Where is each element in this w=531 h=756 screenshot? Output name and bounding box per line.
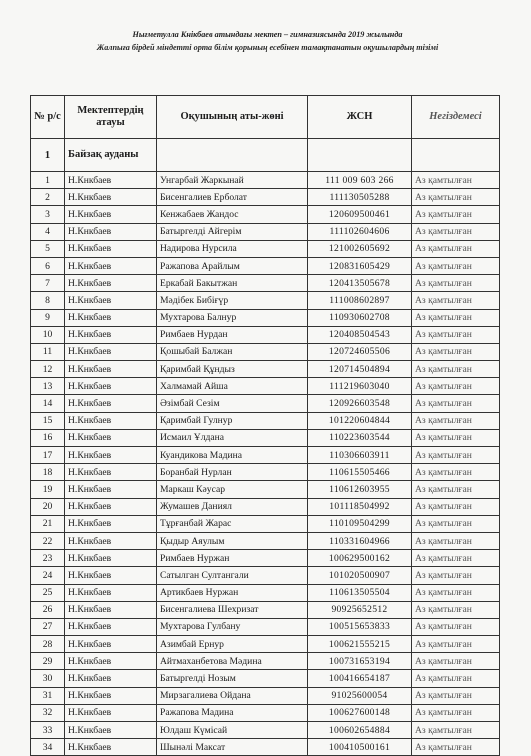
row-school: Н.Кнкбаев [65,275,157,292]
row-school: Н.Кнкбаев [65,343,157,360]
row-basis: Аз қамтылған [412,722,500,739]
row-iin: 110612603955 [308,481,412,498]
row-iin: 100629500162 [308,550,412,567]
row-student-name: Куандикова Мадина [157,447,308,464]
table-row [31,361,500,378]
row-basis: Аз қамтылған [412,378,500,395]
row-iin: 100627600148 [308,704,412,721]
row-student-name: Шынәлі Максат [157,739,308,756]
row-number: 27 [31,618,65,635]
row-student-name: Исмаил Ұлдана [157,429,308,446]
row-student-name: Тұрғанбай Жарас [157,515,308,532]
row-student-name: Батыргелді Айгерім [157,223,308,240]
row-iin: 101220604844 [308,412,412,429]
table-row [31,206,500,223]
row-school: Н.Кнкбаев [65,206,157,223]
table-row [31,275,500,292]
table-row [31,172,500,189]
row-iin: 110109504299 [308,515,412,532]
row-number: 21 [31,515,65,532]
region-name: Байзақ ауданы [65,139,157,172]
row-number: 2 [31,189,65,206]
row-basis: Аз қамтылған [412,292,500,309]
row-number: 25 [31,584,65,601]
row-number: 22 [31,532,65,549]
row-student-name: Қаримбай Гулнур [157,412,308,429]
row-number: 19 [31,481,65,498]
table-row [31,309,500,326]
row-student-name: Бисенгалиева Шехризат [157,601,308,618]
row-iin: 111 009 603 266 [308,172,412,189]
row-number: 9 [31,309,65,326]
row-school: Н.Кнкбаев [65,172,157,189]
row-school: Н.Кнкбаев [65,601,157,618]
row-student-name: Надирова Нурсила [157,240,308,257]
table-row [31,326,500,343]
row-student-name: Жумашев Даниял [157,498,308,515]
table-row [31,223,500,240]
table-row [31,515,500,532]
table-row [31,498,500,515]
row-iin: 100621555215 [308,636,412,653]
header-basis: Негіздемесі [412,96,500,139]
row-iin: 120714504894 [308,361,412,378]
row-number: 30 [31,670,65,687]
row-number: 1 [31,172,65,189]
row-student-name: Халмамай Айша [157,378,308,395]
row-school: Н.Кнкбаев [65,257,157,274]
table-row [31,447,500,464]
row-student-name: Бисенгалиев Ерболат [157,189,308,206]
row-basis: Аз қамтылған [412,447,500,464]
row-school: Н.Кнкбаев [65,361,157,378]
row-school: Н.Кнкбаев [65,722,157,739]
table-row [31,257,500,274]
row-basis: Аз қамтылған [412,704,500,721]
row-number: 8 [31,292,65,309]
row-iin: 120926603548 [308,395,412,412]
row-student-name: Ражапова Мадина [157,704,308,721]
row-school: Н.Кнкбаев [65,653,157,670]
row-number: 20 [31,498,65,515]
header-line-1: Нығметулла Кнікбаев атындағы мектеп – гимназиясында 2019 жылында [132,30,403,39]
row-iin: 120413505678 [308,275,412,292]
region-row [31,139,500,172]
region-empty-cell [412,139,500,172]
row-number: 16 [31,429,65,446]
table-row [31,481,500,498]
table-row [31,618,500,635]
row-school: Н.Кнкбаев [65,584,157,601]
row-basis: Аз қамтылған [412,567,500,584]
table-row [31,567,500,584]
row-number: 17 [31,447,65,464]
row-basis: Аз қамтылған [412,636,500,653]
table-row [31,670,500,687]
table-row [31,704,500,721]
row-iin: 101020500907 [308,567,412,584]
row-school: Н.Кнкбаев [65,481,157,498]
row-number: 23 [31,550,65,567]
row-basis: Аз қамтылған [412,275,500,292]
row-school: Н.Кнкбаев [65,223,157,240]
row-student-name: Юлдаш Күмісай [157,722,308,739]
row-student-name: Қаримбай Құндыз [157,361,308,378]
row-school: Н.Кнкбаев [65,447,157,464]
row-student-name: Әзімбай Сезім [157,395,308,412]
row-basis: Аз қамтылған [412,395,500,412]
row-iin: 100602654884 [308,722,412,739]
row-basis: Аз қамтылған [412,687,500,704]
header-iin: ЖСН [308,96,412,139]
row-student-name: Мухтарова Гулбану [157,618,308,635]
row-student-name: Римбаев Нуржан [157,550,308,567]
row-number: 10 [31,326,65,343]
table-row [31,412,500,429]
row-school: Н.Кнкбаев [65,292,157,309]
row-number: 34 [31,739,65,756]
row-iin: 120408504543 [308,326,412,343]
row-school: Н.Кнкбаев [65,550,157,567]
row-iin: 110613505504 [308,584,412,601]
table-row [31,464,500,481]
row-iin: 100416654187 [308,670,412,687]
row-basis: Аз қамтылған [412,223,500,240]
row-basis: Аз қамтылған [412,618,500,635]
row-basis: Аз қамтылған [412,481,500,498]
row-basis: Аз қамтылған [412,326,500,343]
row-number: 14 [31,395,65,412]
row-basis: Аз қамтылған [412,670,500,687]
row-school: Н.Кнкбаев [65,240,157,257]
row-iin: 101118504992 [308,498,412,515]
row-number: 24 [31,567,65,584]
row-basis: Аз қамтылған [412,309,500,326]
row-number: 11 [31,343,65,360]
row-student-name: Маркаш Кәусар [157,481,308,498]
row-iin: 90925652512 [308,601,412,618]
row-iin: 110223603544 [308,429,412,446]
table-row [31,687,500,704]
row-student-name: Мухтарова Балнур [157,309,308,326]
row-number: 33 [31,722,65,739]
document-header [20,28,515,54]
row-school: Н.Кнкбаев [65,567,157,584]
row-iin: 100731653194 [308,653,412,670]
header-school: Мектептердің атауы [65,96,157,139]
row-iin: 120831605429 [308,257,412,274]
row-school: Н.Кнкбаев [65,515,157,532]
row-student-name: Батыргелді Нозым [157,670,308,687]
row-basis: Аз қамтылған [412,739,500,756]
row-basis: Аз қамтылған [412,361,500,378]
row-student-name: Мирзагалиева Ойдана [157,687,308,704]
row-student-name: Кенжабаев Жандос [157,206,308,223]
row-number: 12 [31,361,65,378]
row-school: Н.Кнкбаев [65,739,157,756]
table-row [31,343,500,360]
row-number: 7 [31,275,65,292]
row-basis: Аз қамтылған [412,189,500,206]
row-school: Н.Кнкбаев [65,704,157,721]
row-school: Н.Кнкбаев [65,532,157,549]
row-basis: Аз қамтылған [412,257,500,274]
table-row [31,722,500,739]
row-iin: 110331604966 [308,532,412,549]
row-number: 18 [31,464,65,481]
row-iin: 111008602897 [308,292,412,309]
row-school: Н.Кнкбаев [65,687,157,704]
table-row [31,601,500,618]
row-iin: 110930602708 [308,309,412,326]
row-number: 28 [31,636,65,653]
student-roster-table [30,95,500,756]
row-school: Н.Кнкбаев [65,395,157,412]
row-basis: Аз қамтылған [412,206,500,223]
row-student-name: Мәдібек Бибіғүр [157,292,308,309]
row-iin: 111219603040 [308,378,412,395]
row-basis: Аз қамтылған [412,532,500,549]
row-basis: Аз қамтылған [412,412,500,429]
table-body [31,139,500,756]
table-row [31,550,500,567]
row-number: 4 [31,223,65,240]
row-basis: Аз қамтылған [412,601,500,618]
row-student-name: Айтмаханбетова Мәдина [157,653,308,670]
table-row [31,189,500,206]
row-number: 5 [31,240,65,257]
row-student-name: Еркабай Бакытжан [157,275,308,292]
row-school: Н.Кнкбаев [65,618,157,635]
row-school: Н.Кнкбаев [65,429,157,446]
row-student-name: Қошыбай Балжан [157,343,308,360]
row-basis: Аз қамтылған [412,498,500,515]
region-empty-cell [157,139,308,172]
row-school: Н.Кнкбаев [65,326,157,343]
row-basis: Аз қамтылған [412,550,500,567]
row-number: 31 [31,687,65,704]
row-iin: 100410500161 [308,739,412,756]
table-row [31,429,500,446]
row-number: 13 [31,378,65,395]
row-basis: Аз қамтылған [412,240,500,257]
row-school: Н.Кнкбаев [65,412,157,429]
row-number: 26 [31,601,65,618]
row-basis: Аз қамтылған [412,515,500,532]
row-number: 6 [31,257,65,274]
table-row [31,739,500,756]
row-school: Н.Кнкбаев [65,670,157,687]
row-basis: Аз қамтылған [412,653,500,670]
row-basis: Аз қамтылған [412,429,500,446]
row-number: 29 [31,653,65,670]
header-student-name: Оқушының аты-жөні [157,96,308,139]
row-iin: 91025600054 [308,687,412,704]
header-number: № р/с [31,96,65,139]
row-iin: 121002605692 [308,240,412,257]
table-row [31,395,500,412]
row-school: Н.Кнкбаев [65,464,157,481]
table-header-row [31,96,500,139]
table-row [31,532,500,549]
table-row [31,636,500,653]
region-empty-cell [308,139,412,172]
row-number: 3 [31,206,65,223]
row-student-name: Қыдыр Аяулым [157,532,308,549]
table-row [31,240,500,257]
row-school: Н.Кнкбаев [65,636,157,653]
row-student-name: Ражапова Арайлым [157,257,308,274]
row-number: 15 [31,412,65,429]
header-line-2: Жалпыға бірдей міндетті орта білім қорының есебінен тамақтанатын оқушылардың тізімі [96,43,439,52]
row-student-name: Унгарбай Жаркынай [157,172,308,189]
row-iin: 120609500461 [308,206,412,223]
table-row [31,378,500,395]
row-iin: 120724605506 [308,343,412,360]
row-school: Н.Кнкбаев [65,189,157,206]
row-student-name: Боранбай Нурлан [157,464,308,481]
row-school: Н.Кнкбаев [65,309,157,326]
table-row [31,292,500,309]
table-row [31,653,500,670]
row-school: Н.Кнкбаев [65,498,157,515]
row-basis: Аз қамтылған [412,464,500,481]
row-school: Н.Кнкбаев [65,378,157,395]
region-number: 1 [31,139,65,172]
row-student-name: Сатылган Султангали [157,567,308,584]
row-iin: 111130505288 [308,189,412,206]
row-student-name: Азимбай Ернур [157,636,308,653]
row-number: 32 [31,704,65,721]
row-student-name: Римбаев Нурдан [157,326,308,343]
row-iin: 110615505466 [308,464,412,481]
row-basis: Аз қамтылған [412,172,500,189]
row-iin: 100515653833 [308,618,412,635]
row-iin: 111102604606 [308,223,412,240]
row-student-name: Артикбаев Нуржан [157,584,308,601]
table-row [31,584,500,601]
row-iin: 110306603911 [308,447,412,464]
row-basis: Аз қамтылған [412,584,500,601]
row-basis: Аз қамтылған [412,343,500,360]
